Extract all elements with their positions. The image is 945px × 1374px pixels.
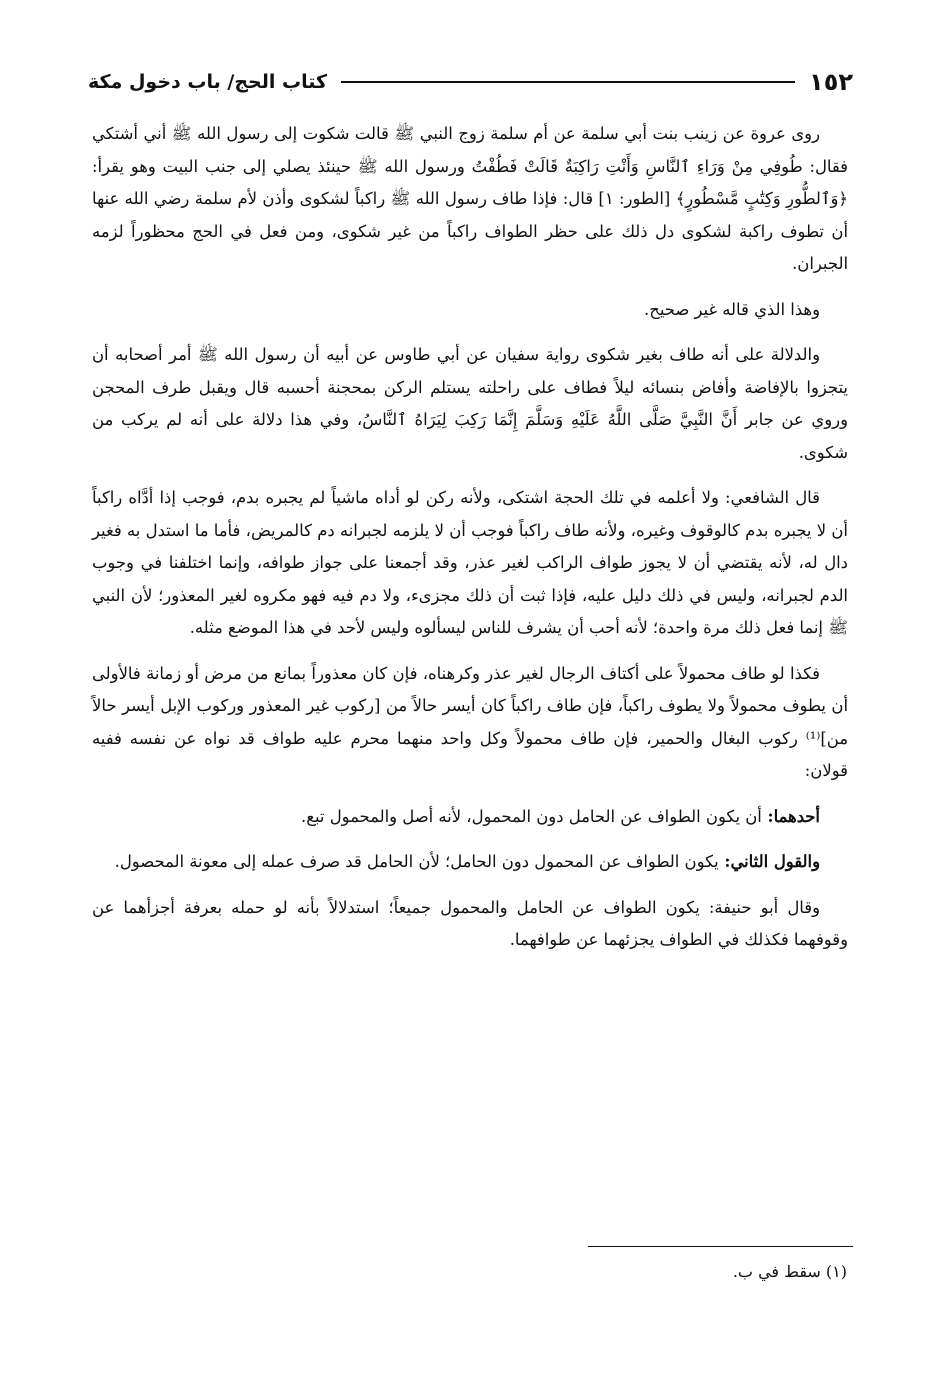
paragraph-2 <box>92 294 848 327</box>
paragraph-text: وهذا الذي قاله غير صحيح. <box>644 299 820 319</box>
paragraph-text: روى عروة عن زينب بنت أبي سلمة عن أم سلمة زوج النبي ﷺ قالت شكوت إلى رسول الله ﷺ أني أشتكي فقال: طُوفِي مِنْ وَرَاءِ ٱلنَّاسِ وَأَنْتِ رَاكِبَةٌ قَالَتْ فَطُفْتُ ورسول الله ﷺ حينئذ يصلي إلى جنب البيت وهو يقرأ: ﴿وَٱلطُّورِ وَكِتَٰبٍ مَّسْطُورٍ﴾ [الطور: ١] قال: فإذا طاف رسول الله ﷺ راكباً لشكوى وأذن لأم سلمة رضي الله عنها أن تطوف راكبة لشكوى دل ذلك على حظر الطواف راكباً من غير شكوى، ومن فعل في الحج محظوراً لزمه الجبران. <box>92 124 849 273</box>
paragraph-lead: والقول الثاني: <box>718 852 820 871</box>
paragraph-text: أن يكون الطواف عن الحامل دون المحمول، لأنه أصل والمحمول تبع. <box>301 806 762 826</box>
paragraph-4 <box>92 482 848 645</box>
paragraph-text: وقال أبو حنيفة: يكون الطواف عن الحامل والمحمول جميعاً؛ استدلالاً بأنه لو حمله بعرفة أجزأهما عن وقوفهما فكذلك في الطواف يجزئهما عن طوافهما. <box>92 897 848 949</box>
paragraph-text: يكون الطواف عن المحمول دون الحامل؛ لأن الحامل قد صرف عمله إلى معونة المحصول. <box>114 852 719 871</box>
paragraph-7 <box>92 846 848 879</box>
running-title: كتاب الحج/ باب دخول مكة <box>88 71 328 93</box>
paragraph-text: فكذا لو طاف محمولاً على أكتاف الرجال لغير عذر وكرهناه، فإن كان معذوراً بمانع من مرض أو زمانة فالأولى أن يطوف محمولاً ولا يطوف راكباً، فإن طاف راكباً كان أيسر حالاً من [ركوب غير المعذور وركوب الإبل أيسر حالاً من]⁽¹⁾ ركوب البغال والحمير، فإن طاف محمولاً وكل واحد منهما محرم عليه طواف قد نواه عن نفسه ففيه قولان: <box>92 663 848 780</box>
main-text <box>92 118 848 970</box>
paragraph-6 <box>92 801 848 834</box>
paragraph-8 <box>92 892 848 957</box>
paragraph-lead: أحدهما: <box>761 806 820 826</box>
footnote: (١) سقط في ب. <box>732 1262 847 1281</box>
paragraph-text: والدلالة على أنه طاف بغير شكوى رواية سفيان عن أبي طاوس عن أبيه أن رسول الله ﷺ أمر أصحابه أن يتجزوا بالإفاضة وأفاض بنسائه ليلاً فطاف على راحلته يستلم الركن بمحجنة أحسبه قال ويقبل طرف المحجن وروي عن جابر أَنَّ النَّبِيَّ صَلَّى اللَّهُ عَلَيْهِ وَسَلَّمَ إِنَّمَا رَكِبَ لِيَرَاهُ ٱلنَّاسُ، وفي هذا دلالة على أنه لم يركب من شكوى. <box>92 345 848 462</box>
paragraph-3 <box>92 339 848 469</box>
paragraph-text: قال الشافعي: ولا أعلمه في تلك الحجة اشتكى، ولأنه ركن لو أداه ماشياً لم يجبره بدم، فوجب إذا أدَّاه راكباً أن لا يجبره بدم كالوقوف وغيره، ولأنه طاف راكباً فوجب أن لا يلزمه لجبرانه دم كالمريض، فأما ما استدل به فغير دال له، لأنه يقتضي أن لا يجوز طواف الراكب لغير عذر، وقد أجمعنا على جواز طوافه، وإنما اختلفنا في وجوب الدم لجبرانه، وليس في ذلك دليل عليه، فإذا ثبت أن ذلك مجزىء، ولا دم فيه فهو مكروه لغير المعذور؛ لأن النبي ﷺ إنما فعل ذلك مرة واحدة؛ لأنه أحب أن يشرف للناس ليسألوه وليس لأحد في هذا الموضع مثله. <box>92 488 848 637</box>
page-number: ١٥٢ <box>809 68 853 96</box>
footnote-rule <box>588 1246 853 1247</box>
paragraph-1 <box>92 118 848 281</box>
paragraph-5 <box>92 658 848 788</box>
header-rule <box>341 81 795 83</box>
page-header <box>88 62 853 102</box>
